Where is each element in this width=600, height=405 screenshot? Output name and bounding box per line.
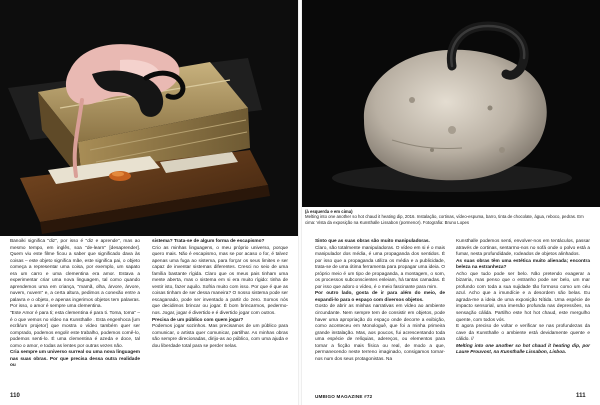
paragraph: "Este Amor é para ti; esta clementina é para ti. Toma, toma" – é o que vemos no vídeo na Kunsthalle . Esta engenhoca [um ecrã/um projetor] que mostra o vídeo também quer ser comprado, podemos engolir este trabalho, podemos comê-lo, podemos senti-lo. É uma clementina é azeda e doce, tal como o amor, e todas as lentes por outras vezes não. (10, 311, 140, 349)
text-column-4 (456, 239, 590, 357)
interview-question: As suas obras têm uma estética muito alienada; encontra beleza na estranheza? (456, 258, 590, 271)
paragraph: Crio as minhas linguagens, o meu próprio universo, porque quero mais. Não é escapismo, mas se por acaso o for, é talvez apenas uma fuga ao sistema, para forçar os seus limites e ser capaz de inventar sistemas diferentes. Cresci no seio de uma família bastante rígida. Claro que os meus pais tinham uma mente aberta, mas o sistema em si era muito rígido: tinha de vestir isto, fazer aquilo. Sofria muito com isso. Por que é que as coisas tinham de ser dessa maneira? O nosso sistema pode ser escaganado, pode ser inventado a partir do zero. Somos nós que decidimos brincar ou jogar. É bom brincarmos, pedermo-nos. Jogar, jogar é divertido e é divertido jogar com outros. (152, 245, 288, 317)
paragraph: Banoiki significa "diz", por isso é "diz e aprende", mas ao mesmo tempo, em inglês, soa "de-learn" [desaprender]. Quem viu este filme ficou a saber que significado dava às coisas – este objeto significa mãe, este significa pai, o objeto começa a representar uma coisa, por exemplo, um sapato era um carro e uma clementina era amor. Estava a experimentar criar uma nova linguagem, tal como quando aprendemos uma em criança, "mamã, olha, árvore, árvore, nuvem, nuvem" e, a certa altura, pedimos a conexão entre a palavra e o objeto, e apenas ingerimos objetos tem palavras. Por isso, o amor é sempre uma clementina. (10, 239, 140, 310)
paragraph: E agora preciso de voltar e verificar se nas profundezas da cave da Kunsthalle o ambiente está devidamente quente e cálido. // (456, 324, 590, 343)
page-gutter (298, 0, 302, 405)
text-column-3 (315, 239, 445, 363)
paragraph: Acho que tudo pode ser belo. Não pretendo exagerar a bizarria, mas penso que o estranho pode ser belo, um mar profundo com toda a sua sujidade tão formoso como um céu azul. Acho que a imundície e a desordem são belas. Eu agrada-me a ideia de uma exposição Nítida. Uma espécie de impacto sensorial, uma imersão profunda nas depressões, na sensação cálida. Partilho este hot hot chaud, este mergulho quente, com todos vós. (456, 271, 590, 323)
text-column-1 (10, 239, 140, 370)
photo-caption (305, 209, 593, 225)
caption-text: Melting into one another so hot chaud it heating dip, 2016. Instalação, cortinas, vídeo-espuma, barro, tinta de chocolate, água, reboco, pedras. Em cima: Vista da exposição na Kunsthalle Lissabon (pormenor). Fotografia: Bruno Lopes (305, 214, 584, 225)
sculpture-photo-image (0, 0, 298, 236)
interview-question: Sinto que as suas obras são muito manipuladoras. (315, 239, 430, 244)
paragraph: Claro, são totalmente manipuladoras. O vídeo em si é o mais manipulador dos média, é uma propaganda dos sentidos. É por isso que a propaganda utiliza os média e a publicidade, trata-se de uma ótima ferramenta para propagar uma ideia. O próprio meio é um tipo de propaganda, a montagem, o som, os processos subconscientes enleiam, há tantas camadas. É por isso que adoro o vídeo, é o meio fascinante para mim. (315, 245, 445, 290)
interview-question: sistema? Trata-se de algum forma de escapismo? (152, 239, 265, 244)
paragraph: Kunsthalle podemos senti, envolver-nos em tentáculos, passar através de cortinas, sentarmo-nos no sofá onde o polvo está a fumar, nesta profundidade, rodeados de objetos alinhados. (456, 239, 590, 258)
text-column-2 (152, 239, 288, 350)
sculpture-photo (0, 0, 298, 236)
rock-photo (302, 0, 600, 207)
rock-photo-image (302, 0, 600, 207)
interview-question: Precisa de um público com quem jogar? (152, 317, 244, 323)
interview-question: Cria sempre um universo surreal ou uma nova linguagem nas suas obras. Por que precisa dessa outra realidade ou (10, 350, 140, 369)
exhibition-credit: Melting into one another so hot chaud it heating dip, por Laure Prouvost, na Kunsthalle Lissabon, Lisboa. (456, 343, 590, 356)
paragraph: Podemos jogar sozinhos. Mas precisamos de um público para comunicar, o artista quer comunicar, partilhar. As minhas obras são sempre direcionadas, dirijo-as ao público, com uma ajuda e dou liberdade total para se perder nelas. (152, 324, 288, 349)
page-number-left: 110 (10, 393, 20, 399)
interview-question: Por outro lado, gosta de ir para além do meio, de expandi-lo para o espaço com diversos objetos. (315, 291, 445, 303)
magazine-name: UMBIGO MAGAZINE #72 (315, 394, 373, 399)
paragraph: Gosto de abrir as minhas narrativas em vídeo ao ambiente circundante. Nem sempre tem de consistir em objetos, pode haver uma apropriação do espaço onde decorre a exibição, como aconteceu em Monologuê, que foi a minha primeira grande instalação. Mas, aos poucos, fui acrescentando toda uma espécie de relíquias, adereços, ou elementos para tornar a ficção mais física ou real, de modo a que, permanecendo neste terreno imaginado, consigamos tornar-nos num dos seus protagonistas. Na (315, 304, 445, 362)
caption-title: (à esquerda e em cima) (305, 209, 353, 214)
page-number-right: 111 (576, 393, 586, 399)
